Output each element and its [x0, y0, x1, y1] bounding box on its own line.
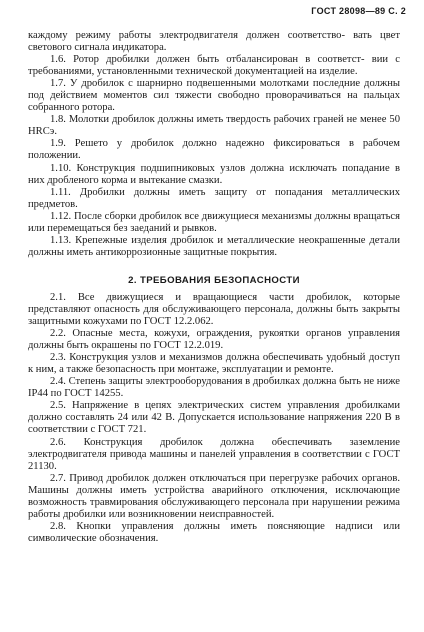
paragraph-1-12: 1.12. После сборки дробилок все движущиеся механизмы должны вращаться или перемещаться без заеданий и рывков. — [28, 210, 400, 234]
paragraph-2-1: 2.1. Все движущиеся и вращающиеся части дробилок, которые представляют опасность для обслуживающего персонала, должны быть закрыты защитными кожухами по ГОСТ 12.2.062. — [28, 291, 400, 328]
paragraph-2-8: 2.8. Кнопки управления должны иметь поясняющие надписи или символические обозначения. — [28, 520, 400, 544]
paragraph-2-6: 2.6. Конструкция дробилок должна обеспечивать заземление электродвигателя привода машины и панелей управления в соответствии с ГОСТ 21130. — [28, 436, 400, 472]
page-header: ГОСТ 28098—89 С. 2 — [311, 6, 406, 16]
paragraph-2-3: 2.3. Конструкция узлов и механизмов должна обеспечивать удобный доступ к ним, а также безопасность при монтаже, эксплуатации и ремонте. — [28, 352, 400, 376]
paragraph-1-10: 1.10. Конструкция подшипниковых узлов должна исключать попадание в них дробленого корма и вытекание смазки. — [28, 162, 400, 186]
paragraph-1-8: 1.8. Молотки дробилок должны иметь твердость рабочих граней не менее 50 HRCэ. — [28, 114, 400, 138]
paragraph-2-5: 2.5. Напряжение в цепях электрических систем управления дробилками должно составлять 24 или 42 В. Допускается использование напряжения 220 В в соответствии с ГОСТ 721. — [28, 400, 400, 436]
section-title: 2. ТРЕБОВАНИЯ БЕЗОПАСНОСТИ — [128, 274, 300, 286]
paragraph-1-7: 1.7. У дробилок с шарнирно подвешенными молотками последние должны под действием моментов сил тяжести свободно проворачиваться на пальцах собранного ротора. — [28, 78, 400, 114]
paragraph-1-5-continuation: каждому режиму работы электродвигателя должен соответство- вать цвет светового сигнала индикатора. — [28, 30, 400, 54]
paragraph-1-9: 1.9. Решето у дробилок должно надежно фиксироваться в рабочем положении. — [28, 138, 400, 162]
paragraph-1-6: 1.6. Ротор дробилки должен быть отбалансирован в соответст- вии с требованиями, установленными технической документацией на изделие. — [28, 54, 400, 78]
paragraph-2-7: 2.7. Привод дробилок должен отключаться при перегрузке рабочих органов. Машины должны иметь устройства аварийного отключения, исключающие возможность травмирования обслуживающего персонала при нарушении режима работы дробилки или возникновении неисправностей. — [28, 472, 400, 520]
paragraph-2-4: 2.4. Степень защиты электрооборудования в дробилках должна быть не ниже IP44 по ГОСТ 14255. — [28, 376, 400, 400]
paragraph-1-13: 1.13. Крепежные изделия дробилок и металлические неокрашенные детали должны иметь антикоррозионные защитные покрытия. — [28, 234, 400, 258]
paragraph-1-11: 1.11. Дробилки должны иметь защиту от попадания металлических предметов. — [28, 186, 400, 210]
document-body — [28, 30, 400, 545]
paragraph-2-2: 2.2. Опасные места, кожухи, ограждения, рукоятки органов управления должны быть окрашены по ГОСТ 12.2.019. — [28, 328, 400, 352]
